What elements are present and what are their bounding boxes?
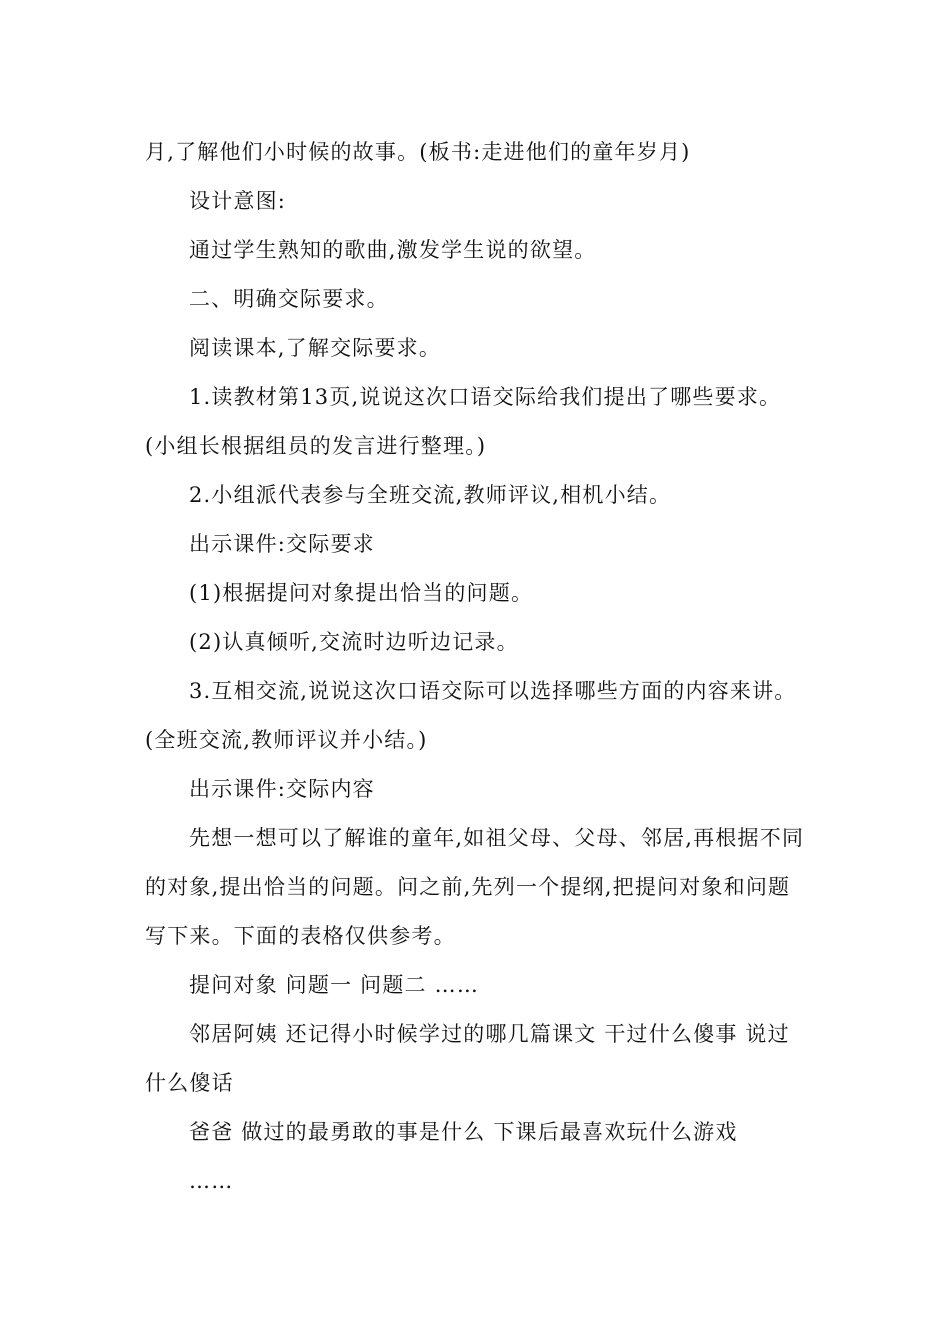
list-item-1-note: (小组长根据组员的发言进行整理。)	[145, 434, 487, 458]
courseware-content-label: 出示课件:交际内容	[189, 777, 375, 801]
document-body	[145, 128, 810, 1206]
requirement-2: (2)认真倾听,交流时边听边记录。	[189, 630, 519, 654]
paragraph-design-intent: 通过学生熟知的歌曲,激发学生说的欲望。	[189, 238, 597, 262]
paragraph-design-intent-label: 设计意图:	[189, 189, 287, 213]
requirement-1: (1)根据提问对象提出恰当的问题。	[189, 581, 534, 605]
list-item-2: 2.小组派代表参与全班交流,教师评议,相机小结。	[189, 483, 672, 507]
table-row-father: 爸爸 做过的最勇敢的事是什么 下课后最喜欢玩什么游戏	[189, 1120, 738, 1144]
list-item-3: 3.互相交流,说说这次口语交际可以选择哪些方面的内容来讲。	[189, 679, 797, 703]
list-item-3-note: (全班交流,教师评议并小结。)	[145, 728, 428, 752]
section-heading: 二、明确交际要求。	[189, 287, 389, 311]
list-item-1: 1.读教材第13页,说说这次口语交际给我们提出了哪些要求。	[189, 385, 782, 409]
paragraph-content-description: 先想一想可以了解谁的童年,如祖父母、父母、邻居,再根据不同的对象,提出恰当的问题。问之前,先列一个提纲,把提问对象和问题写下来。下面的表格仅供参考。	[145, 826, 805, 948]
table-row-neighbor: 邻居阿姨 还记得小时候学过的哪几篇课文 干过什么傻事 说过什么傻话	[145, 1022, 790, 1095]
table-header-row: 提问对象 问题一 问题二 ……	[189, 973, 480, 997]
courseware-requirements-label: 出示课件:交际要求	[189, 532, 375, 556]
table-row-ellipsis: ……	[189, 1169, 234, 1193]
paragraph-continuation: 月,了解他们小时候的故事。(板书:走进他们的童年岁月)	[145, 140, 691, 164]
paragraph-read-textbook: 阅读课本,了解交际要求。	[189, 336, 442, 360]
